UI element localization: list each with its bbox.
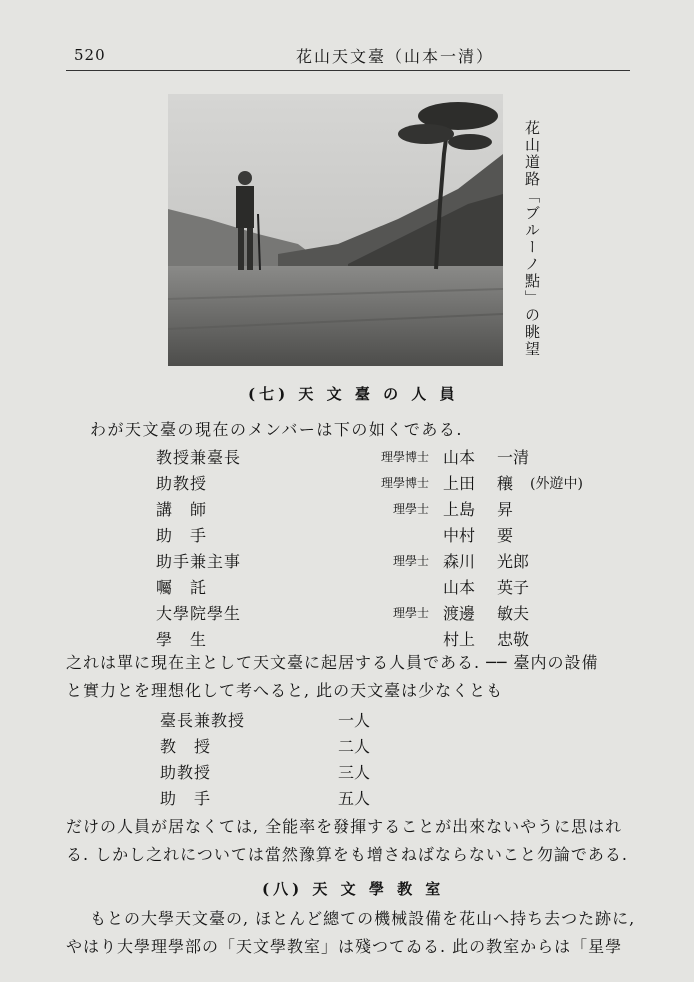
- ideal-staff-label: 助教授: [160, 763, 212, 782]
- staff-given-name: 英子: [497, 578, 530, 597]
- staff-surname: 村上: [443, 630, 476, 649]
- staff-surname: 森川: [443, 552, 476, 571]
- staff-title: 助 手: [156, 526, 208, 545]
- ideal-staff-count: 二人: [338, 737, 371, 756]
- staff-surname: 山本: [443, 578, 476, 597]
- paragraph-line: だけの人員が居なくては, 全能率を發揮することが出來ないやうに思はれ: [66, 817, 623, 836]
- staff-degree: 理學博士: [380, 476, 429, 490]
- ideal-staff-label: 助 手: [160, 789, 212, 808]
- ideal-staff-row: [0, 786, 694, 812]
- ideal-staff-count: 一人: [338, 711, 371, 730]
- section-heading-astronomy-classroom: (八) 天 文 學 教 室: [262, 880, 445, 898]
- paragraph-line: やはり大學理學部の「天文學教室」は殘つてゐる. 此の教室からは「星學: [66, 937, 623, 956]
- paragraph-line: と實力とを理想化して考へると, 此の天文臺は少なくとも: [66, 681, 504, 700]
- staff-given-name: 忠敬: [497, 630, 530, 649]
- ideal-staff-row: [0, 734, 694, 760]
- staff-row: [0, 497, 694, 523]
- staff-row: [0, 575, 694, 601]
- running-header: [66, 40, 626, 70]
- staff-surname: 山本: [443, 448, 476, 467]
- page-number: 520: [74, 46, 106, 64]
- header-rule: [66, 70, 630, 71]
- ideal-staff-row: [0, 760, 694, 786]
- staff-given-name: 要: [497, 526, 514, 545]
- staff-degree: 理學士: [392, 606, 429, 620]
- staff-title: 助教授: [156, 474, 208, 493]
- staff-degree: 理學士: [392, 554, 429, 568]
- staff-title: 大學院學生: [156, 604, 242, 623]
- staff-row: [0, 445, 694, 471]
- staff-degree: 理學士: [392, 502, 429, 516]
- staff-surname: 上田: [443, 474, 476, 493]
- section-heading-staff: (七) 天 文 臺 の 人 員: [248, 385, 459, 403]
- photo-illustration: [168, 94, 503, 366]
- staff-degree: 理學博士: [380, 450, 429, 464]
- ideal-staff-label: 教 授: [160, 737, 212, 756]
- staff-surname: 上島: [443, 500, 476, 519]
- section-intro: わが天文臺の現在のメンバーは下の如くである.: [90, 420, 463, 439]
- ideal-staff-count: 三人: [338, 763, 371, 782]
- staff-given-name: 敏夫: [497, 604, 530, 623]
- staff-row: [0, 471, 694, 497]
- ideal-staff-label: 臺長兼教授: [160, 711, 246, 730]
- staff-title: 學 生: [156, 630, 208, 649]
- staff-surname: 渡邊: [443, 604, 476, 623]
- staff-row: [0, 549, 694, 575]
- staff-title: 助手兼主事: [156, 552, 242, 571]
- running-title: 花山天文臺（山本一清）: [296, 47, 495, 66]
- staff-row: [0, 523, 694, 549]
- staff-given-name: 光郎: [497, 552, 530, 571]
- paragraph-line: 之れは單に現在主として天文臺に起居する人員である. ── 臺内の設備: [66, 653, 599, 672]
- staff-note: (外遊中): [530, 476, 583, 492]
- staff-given-name: 昇: [497, 500, 514, 519]
- paragraph-line: る. しかし之れについては當然豫算をも增さねばならないこと勿論である.: [66, 845, 628, 864]
- staff-row: [0, 601, 694, 627]
- staff-title: 講 師: [156, 500, 208, 519]
- staff-surname: 中村: [443, 526, 476, 545]
- staff-given-name: 穰: [497, 474, 514, 493]
- photo-caption: 花山道路「ブルーノ點」の眺望: [523, 120, 541, 358]
- landscape-photo: [168, 94, 503, 366]
- ideal-staff-count: 五人: [338, 789, 371, 808]
- staff-given-name: 一清: [497, 448, 530, 467]
- staff-title: 教授兼臺長: [156, 448, 242, 467]
- paragraph-line: もとの大學天文臺の, ほとんど總ての機械設備を花山へ持ち去つた跡に,: [90, 909, 636, 928]
- staff-title: 囑 託: [156, 578, 208, 597]
- ideal-staff-row: [0, 708, 694, 734]
